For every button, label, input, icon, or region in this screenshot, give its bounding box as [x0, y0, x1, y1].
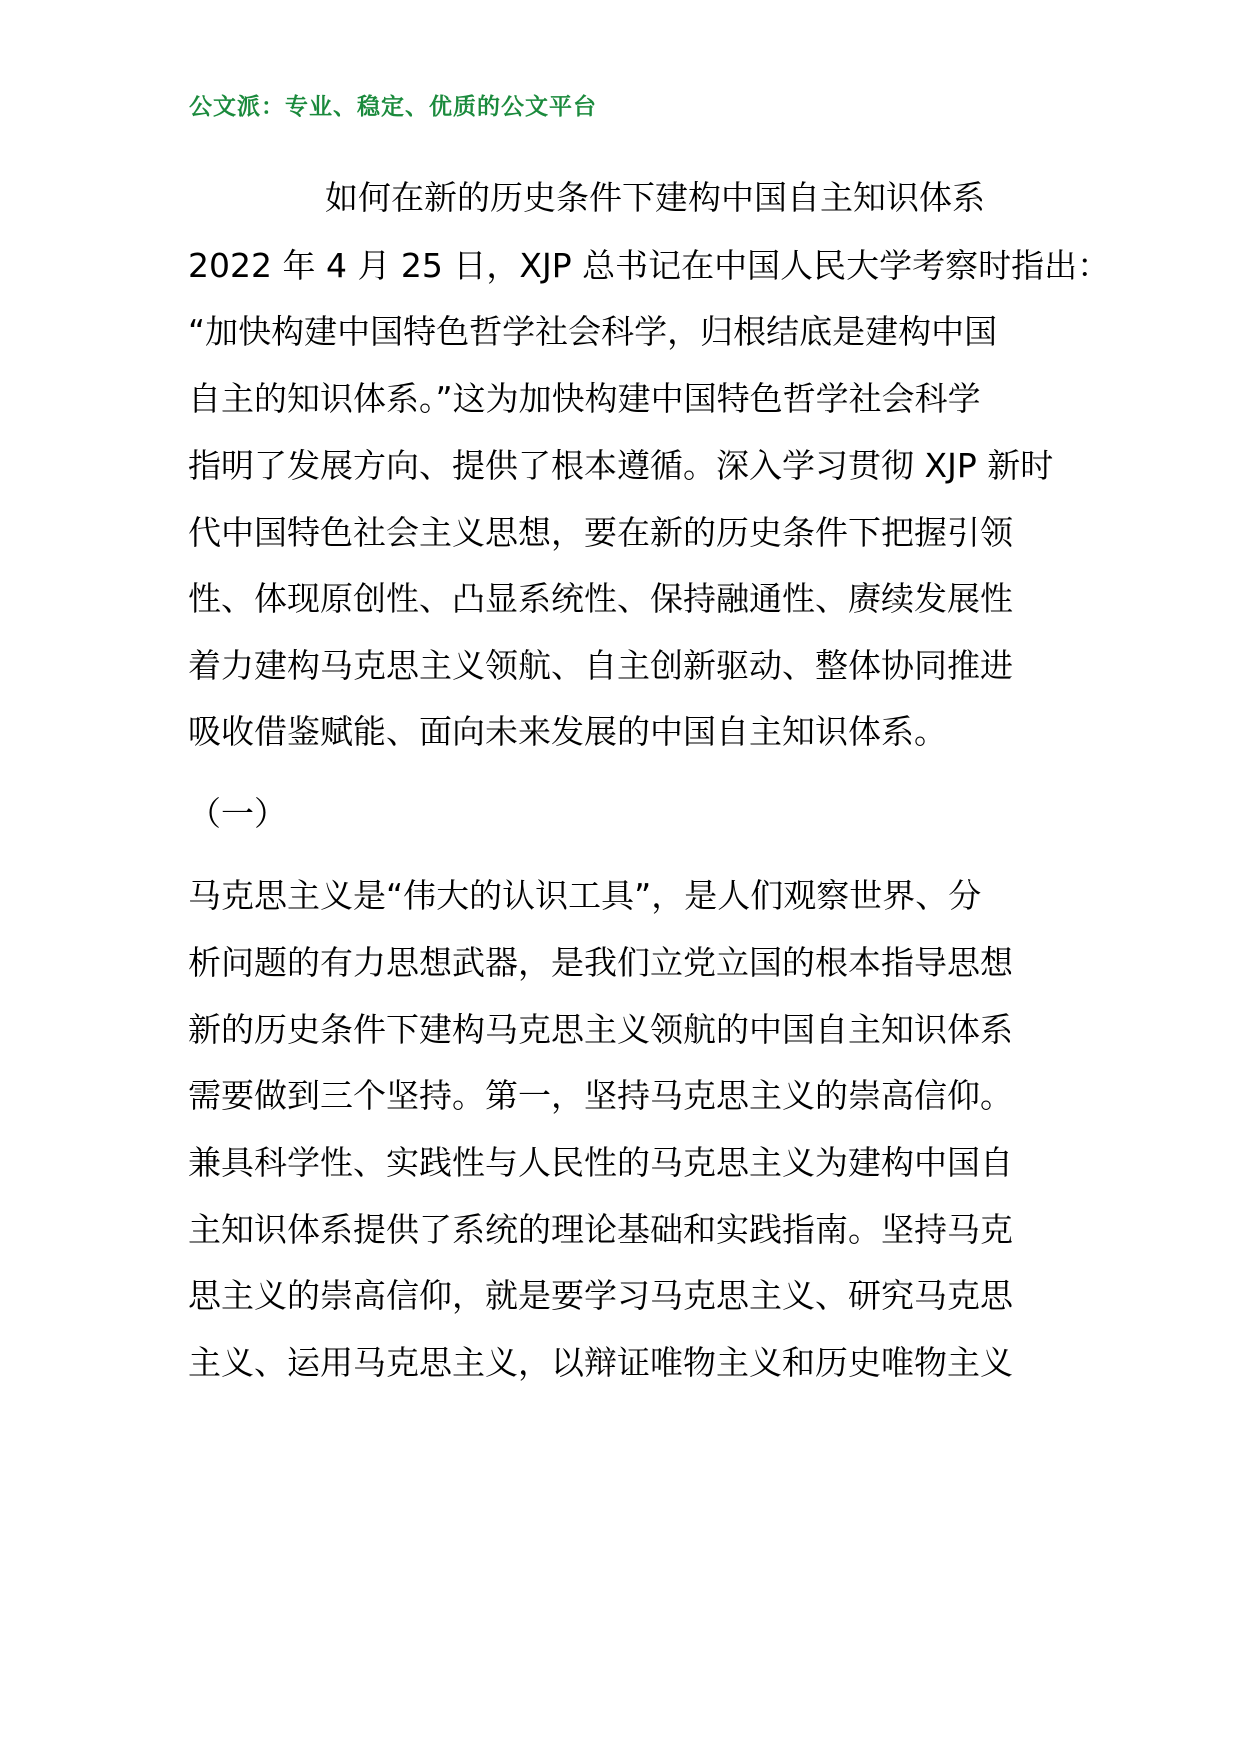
section-line: 主知识体系提供了系统的理论基础和实践指南。坚持马克 — [188, 1210, 1013, 1249]
intro-line: 自主的知识体系。”这为加快构建中国特色哲学社会科学 — [188, 379, 981, 418]
intro-line: 2022 年 4 月 25 日，XJP 总书记在中国人民大学考察时指出： — [188, 246, 1111, 285]
document-title: 如何在新的历史条件下建构中国自主知识体系 — [325, 178, 985, 217]
section-line: 兼具科学性、实践性与人民性的马克思主义为建构中国自 — [188, 1143, 1013, 1182]
section-line: 马克思主义是“伟大的认识工具”，是人们观察世界、分 — [188, 876, 982, 915]
intro-line: 吸收借鉴赋能、面向未来发展的中国自主知识体系。 — [188, 712, 947, 751]
intro-line: “加快构建中国特色哲学社会科学，归根结底是建构中国 — [188, 312, 998, 351]
intro-line: 代中国特色社会主义思想，要在新的历史条件下把握引领 — [188, 513, 1013, 552]
intro-line: 性、体现原创性、凸显系统性、保持融通性、赓续发展性 — [188, 579, 1013, 618]
header-brand: 公文派：专业、稳定、优质的公文平台 — [189, 94, 597, 120]
section-line: 析问题的有力思想武器，是我们立党立国的根本指导思想 — [188, 943, 1013, 982]
section-line: 主义、运用马克思主义，以辩证唯物主义和历史唯物主义 — [188, 1343, 1013, 1382]
section-line: 需要做到三个坚持。第一，坚持马克思主义的崇高信仰。 — [188, 1076, 1013, 1115]
intro-line: 着力建构马克思主义领航、自主创新驱动、整体协同推进 — [188, 646, 1013, 685]
section-heading: （一） — [188, 794, 287, 833]
section-line: 思主义的崇高信仰，就是要学习马克思主义、研究马克思 — [188, 1276, 1013, 1315]
section-line: 新的历史条件下建构马克思主义领航的中国自主知识体系 — [188, 1010, 1013, 1049]
intro-line: 指明了发展方向、提供了根本遵循。深入学习贯彻 XJP 新时 — [188, 446, 1054, 485]
